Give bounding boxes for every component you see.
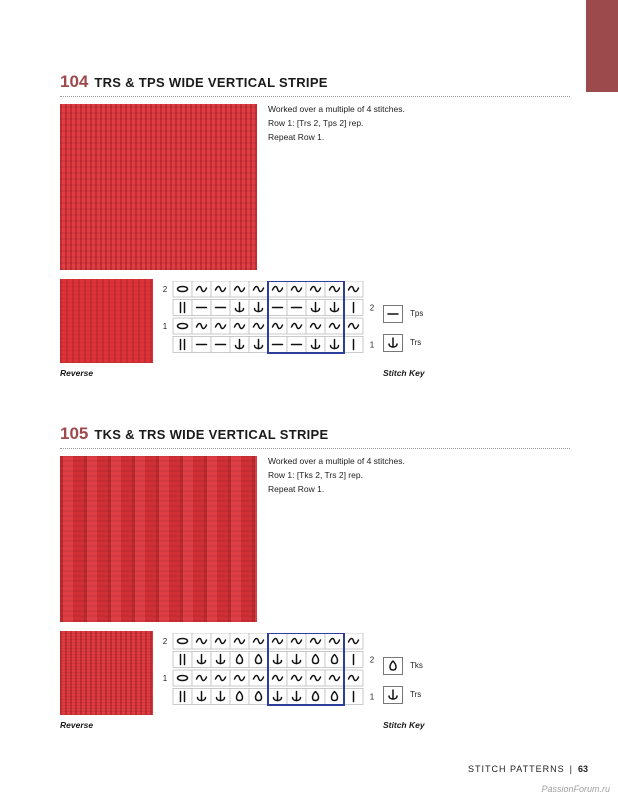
chart-cell — [287, 670, 306, 686]
reverse-swatch-photo — [60, 631, 153, 715]
key-symbol-box — [383, 305, 403, 323]
chart-cell — [211, 337, 230, 353]
chart-cell — [192, 670, 211, 686]
key-label: Trs — [410, 338, 422, 347]
chart-cell — [192, 300, 211, 316]
instruction-line: Repeat Row 1. — [268, 484, 325, 494]
heading-divider — [60, 448, 570, 449]
chart-cell — [268, 689, 287, 705]
chart-cell — [306, 652, 325, 668]
chart-cell — [344, 337, 363, 353]
pattern-title: TKS & TRS WIDE VERTICAL STRIPE — [94, 427, 329, 442]
chart-cell — [192, 633, 211, 649]
reverse-caption: Reverse — [60, 368, 94, 378]
chapter-tab — [586, 0, 618, 92]
pattern-instructions — [268, 102, 405, 144]
stitch-chart — [161, 281, 381, 361]
chart-row-label: 2 — [162, 637, 168, 646]
key-symbol-icon — [386, 307, 400, 321]
chart-cell — [173, 300, 192, 316]
chart-cell — [249, 281, 268, 297]
chart-cell — [306, 318, 325, 334]
pattern-section-104 — [60, 72, 570, 378]
chart-cell — [249, 633, 268, 649]
chart-cell — [344, 318, 363, 334]
chart-row-label: 1 — [369, 340, 375, 350]
page-footer — [468, 764, 588, 774]
chart-cell — [230, 300, 249, 316]
key-symbol-icon — [386, 659, 400, 673]
stitch-key-caption: Stitch Key — [383, 720, 425, 730]
chart-cell — [344, 670, 363, 686]
chart-cell — [287, 652, 306, 668]
instruction-line: Worked over a multiple of 4 stitches. — [268, 456, 405, 466]
chart-cell — [249, 337, 268, 353]
chart-row-label: 1 — [369, 692, 375, 702]
instruction-line: Worked over a multiple of 4 stitches. — [268, 104, 405, 114]
key-symbol-box — [383, 334, 403, 352]
chart-cell — [249, 670, 268, 686]
stitch-key-caption: Stitch Key — [383, 368, 425, 378]
chart-cell — [249, 652, 268, 668]
chart-cell — [325, 318, 344, 334]
chart-cell — [173, 281, 192, 297]
chart-row-label: 2 — [162, 285, 168, 294]
chart-cell — [192, 652, 211, 668]
chart-cell — [306, 300, 325, 316]
chart-cell — [173, 337, 192, 353]
chart-cell — [344, 652, 363, 668]
chart-cell — [306, 633, 325, 649]
footer-separator: | — [569, 764, 573, 774]
pattern-number: 105 — [60, 424, 89, 443]
watermark: PassionForum.ru — [541, 784, 610, 794]
chart-cell — [325, 337, 344, 353]
chart-cell — [211, 281, 230, 297]
chart-cell — [287, 300, 306, 316]
chart-cell — [268, 633, 287, 649]
chart-cell — [230, 318, 249, 334]
chart-cell — [325, 689, 344, 705]
chart-cell — [230, 337, 249, 353]
chart-cell — [268, 281, 287, 297]
chart-cell — [211, 670, 230, 686]
instruction-line: Row 1: [Trs 2, Tps 2] rep. — [268, 118, 364, 128]
swatch-photo — [60, 104, 257, 270]
instruction-line: Repeat Row 1. — [268, 132, 325, 142]
chart-cell — [268, 652, 287, 668]
key-symbol-box — [383, 657, 403, 675]
chart-cell — [344, 689, 363, 705]
stitch-key — [383, 657, 443, 717]
chart-cell — [249, 300, 268, 316]
key-label: Trs — [410, 690, 422, 699]
pattern-heading — [60, 72, 570, 94]
chart-row-label: 2 — [369, 303, 375, 313]
chart-cell — [306, 689, 325, 705]
chart-cell — [211, 318, 230, 334]
chart-cell — [211, 633, 230, 649]
chart-cell — [211, 689, 230, 705]
chart-cell — [230, 689, 249, 705]
chart-cell — [325, 633, 344, 649]
chart-cell — [173, 670, 192, 686]
chart-cell — [306, 670, 325, 686]
chart-row-label: 1 — [162, 674, 168, 683]
pattern-heading — [60, 424, 570, 446]
pattern-section-105 — [60, 424, 570, 730]
footer-section: STITCH PATTERNS — [467, 764, 565, 774]
reverse-caption: Reverse — [60, 720, 94, 730]
key-label: Tps — [410, 309, 424, 318]
chart-cell — [230, 670, 249, 686]
chart-cell — [192, 281, 211, 297]
reverse-swatch-photo — [60, 279, 153, 363]
chart-cell — [268, 337, 287, 353]
key-label: Tks — [410, 661, 423, 670]
chart-cell — [306, 281, 325, 297]
chart-cell — [287, 689, 306, 705]
chart-cell — [211, 300, 230, 316]
chart-cell — [344, 281, 363, 297]
chart-cell — [211, 652, 230, 668]
pattern-instructions — [268, 454, 405, 496]
pattern-number: 104 — [60, 72, 89, 91]
chart-cell — [325, 281, 344, 297]
chart-cell — [249, 689, 268, 705]
chart-cell — [173, 689, 192, 705]
chart-cell — [287, 281, 306, 297]
chart-row-label: 2 — [369, 655, 375, 665]
chart-cell — [287, 337, 306, 353]
chart-cell — [249, 318, 268, 334]
chart-cell — [173, 652, 192, 668]
chart-cell — [325, 670, 344, 686]
key-symbol-box — [383, 686, 403, 704]
chart-cell — [173, 633, 192, 649]
chart-row-label: 1 — [162, 322, 168, 331]
chart-cell — [344, 300, 363, 316]
pattern-title: TRS & TPS WIDE VERTICAL STRIPE — [94, 75, 328, 90]
chart-cell — [287, 318, 306, 334]
stitch-chart — [161, 633, 381, 713]
chart-cell — [325, 300, 344, 316]
key-symbol-icon — [386, 336, 400, 350]
chart-cell — [268, 300, 287, 316]
chart-cell — [192, 689, 211, 705]
chart-cell — [287, 633, 306, 649]
chart-cell — [306, 337, 325, 353]
heading-divider — [60, 96, 570, 97]
key-symbol-icon — [386, 688, 400, 702]
chart-cell — [230, 652, 249, 668]
instruction-line: Row 1: [Tks 2, Trs 2] rep. — [268, 470, 363, 480]
chart-cell — [325, 652, 344, 668]
chart-cell — [268, 318, 287, 334]
chart-cell — [344, 633, 363, 649]
chart-cell — [192, 337, 211, 353]
page-number: 63 — [577, 764, 588, 774]
swatch-photo — [60, 456, 257, 622]
chart-cell — [192, 318, 211, 334]
chart-cell — [230, 633, 249, 649]
chart-cell — [230, 281, 249, 297]
chart-cell — [173, 318, 192, 334]
chart-cell — [268, 670, 287, 686]
stitch-key — [383, 305, 443, 365]
